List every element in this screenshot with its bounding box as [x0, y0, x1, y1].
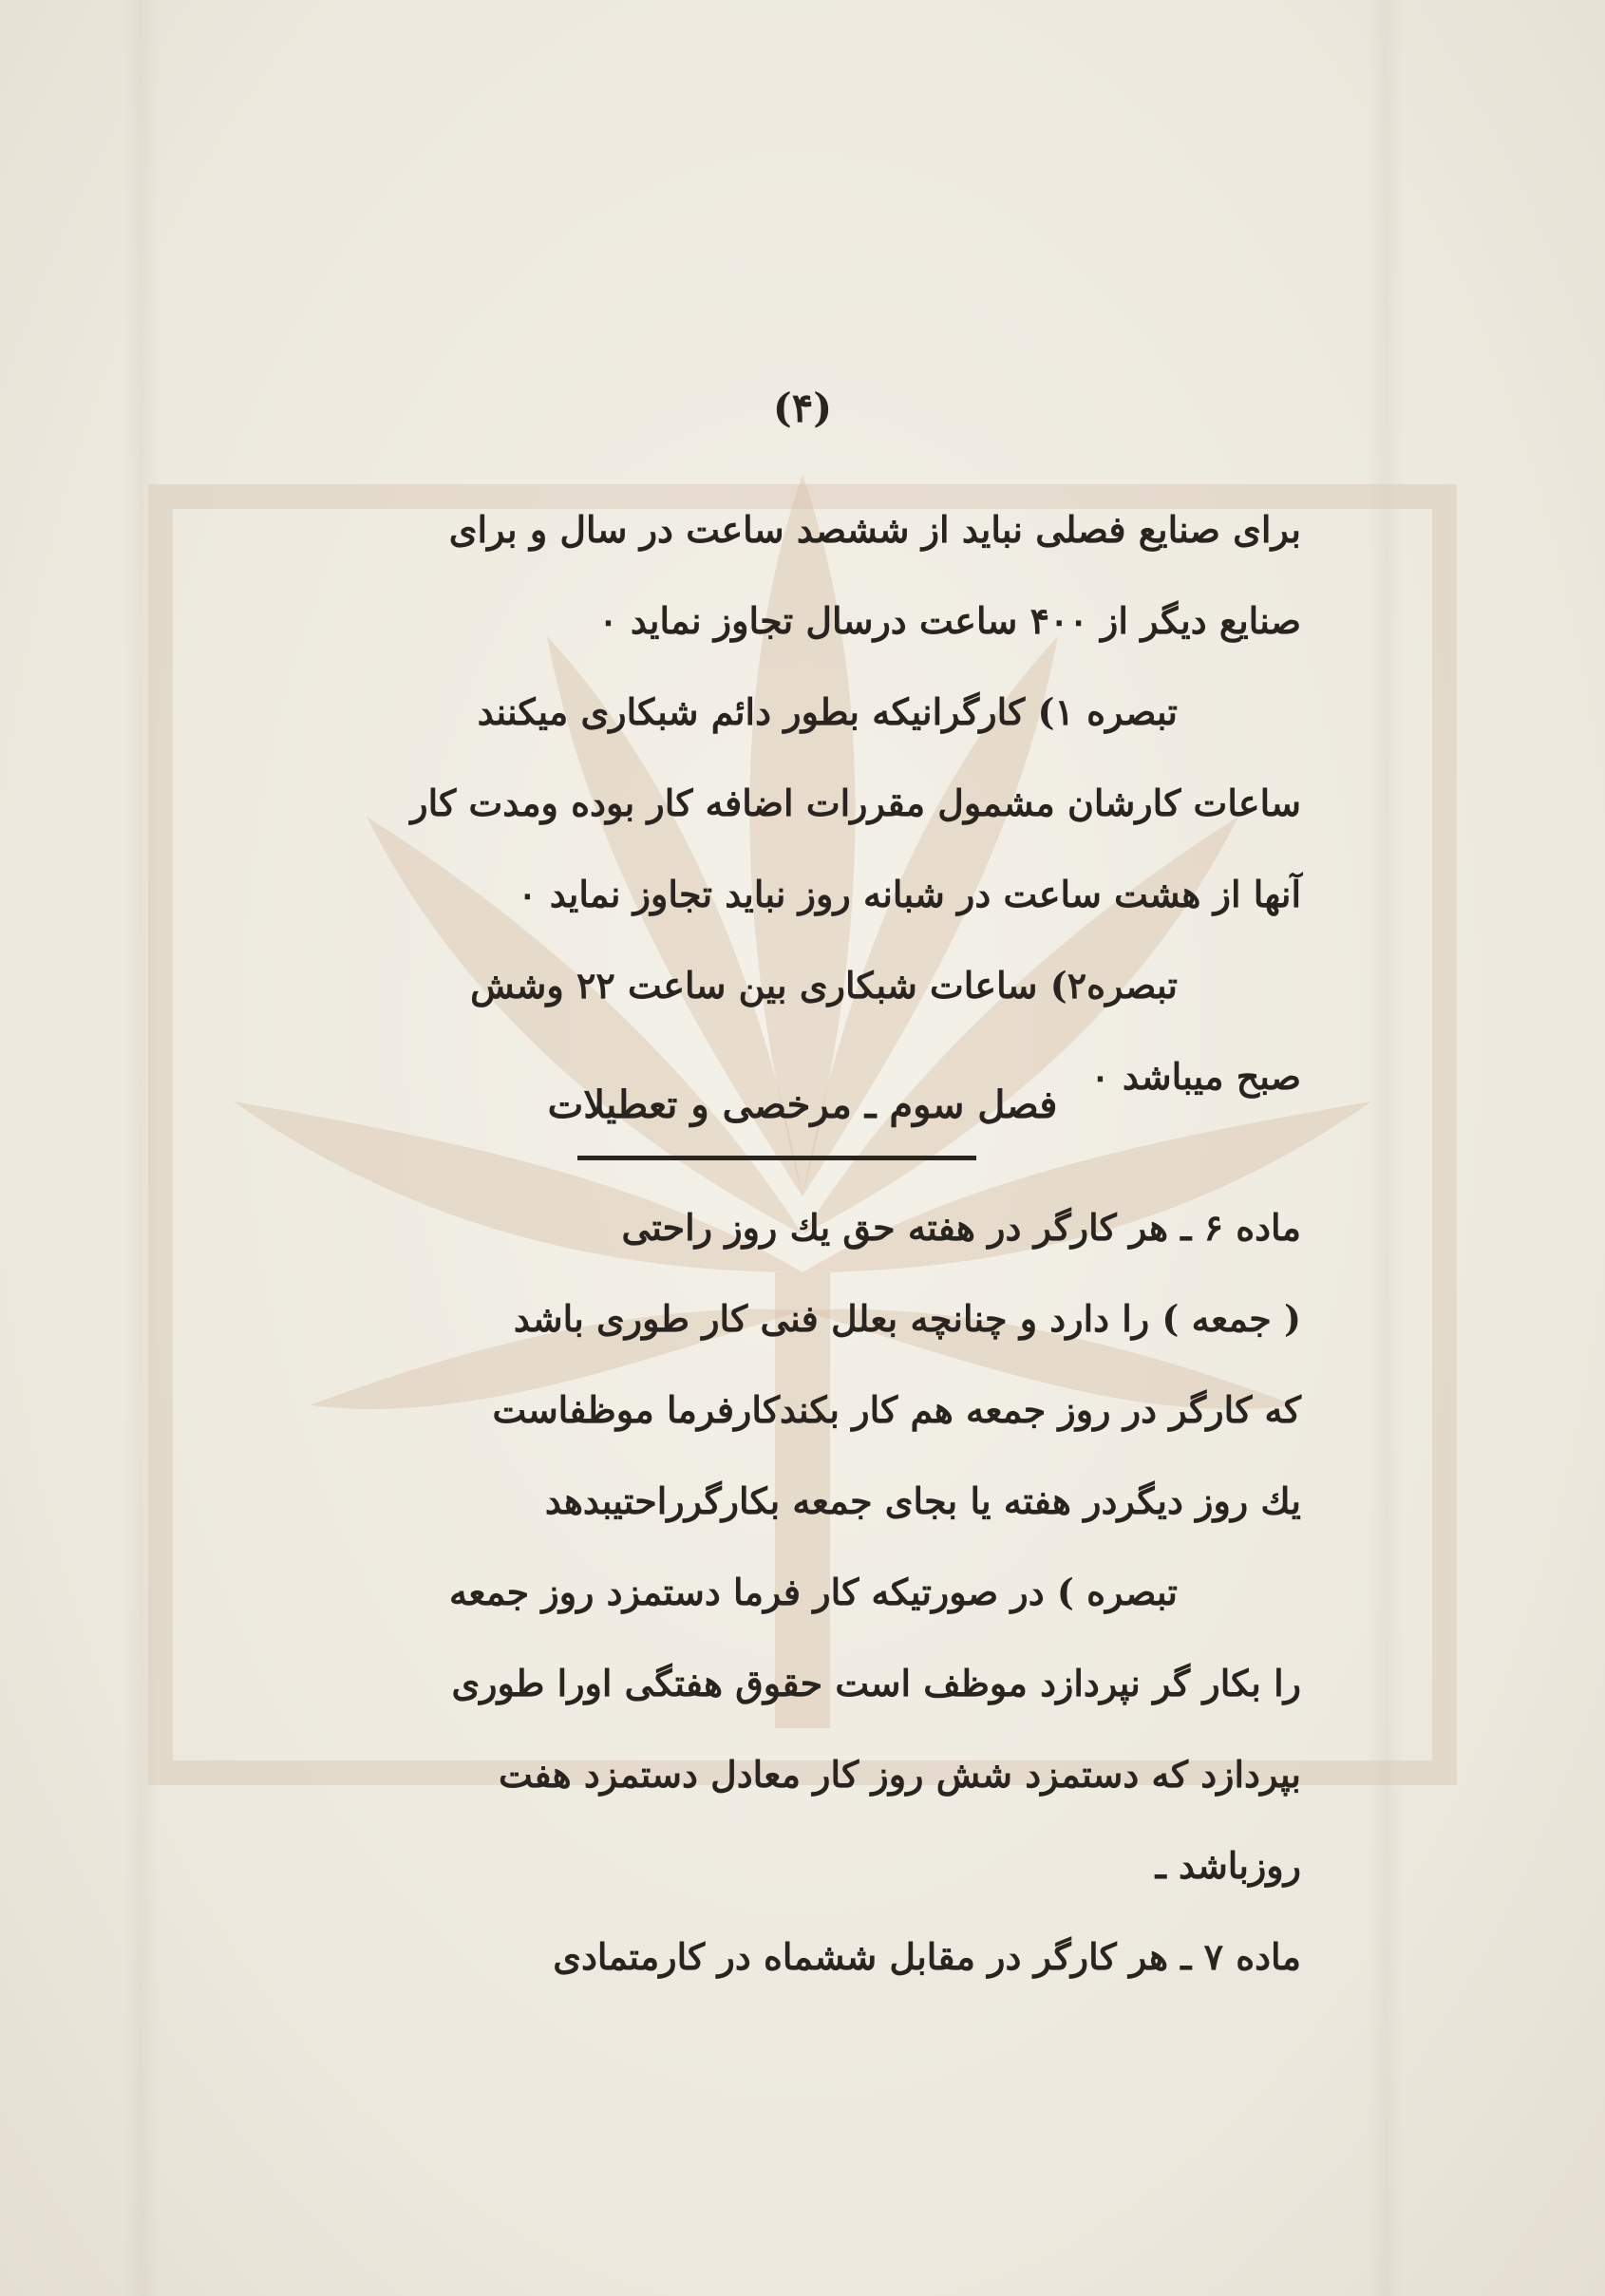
- text-line: که کارگر در روز جمعه هم کار بکندکارفرما موظفاست: [492, 1388, 1301, 1431]
- text-line-article-6: ماده ۶ ـ هر کارگر در هفته حق یك روز راحتی: [621, 1206, 1301, 1249]
- text-line: صنایع دیگر از ۴۰۰ ساعت درسال تجاوز نماید ۰: [598, 599, 1301, 642]
- heading-underline: [577, 1156, 976, 1160]
- text-line-article-7: ماده ۷ ـ هر کارگر در مقابل ششماه در کارمتمادی: [553, 1935, 1301, 1978]
- text-line: صبح میباشد ۰: [1090, 1055, 1301, 1098]
- text-line: آنها از هشت ساعت در شبانه روز نباید تجاوز نماید ۰: [518, 873, 1301, 915]
- text-line-note-2: تبصره۲) ساعات شبکاری بین ساعت ۲۲ وشش: [470, 964, 1178, 1007]
- text-line: را بکار گر نپردازد موظف است حقوق هفتگی اورا طوری: [451, 1662, 1301, 1704]
- body-text-block-2: [304, 1182, 1301, 2003]
- text-line: برای صنایع فصلی نباید از ششصد ساعت در سال و برای: [448, 508, 1301, 551]
- text-line-note: تبصره ) در صورتیکه کار فرما دستمزد روز جمعه: [449, 1571, 1178, 1613]
- text-line: روزباشد ـ: [1155, 1844, 1301, 1887]
- text-line-note-1: تبصره ۱) کارگرانیکه بطور دائم شبکاری میکنند: [477, 690, 1178, 733]
- text-line: یك روز دیگردر هفته یا بجای جمعه بکارگرراحتیبدهد: [544, 1479, 1301, 1522]
- page-number: (۴): [772, 385, 833, 431]
- text-line: ساعات کارشان مشمول مقررات اضافه کار بوده ومدت کار: [410, 781, 1301, 824]
- section-heading: فصل سوم ـ مرخصی و تعطیلات: [547, 1082, 1058, 1127]
- body-text-block-1: [304, 484, 1301, 1122]
- text-line: ( جمعه ) را دارد و چنانچه بعلل فنی کار طوری باشد: [513, 1297, 1301, 1340]
- text-line: بپردازد که دستمزد شش روز کار معادل دستمزد هفت: [499, 1753, 1301, 1796]
